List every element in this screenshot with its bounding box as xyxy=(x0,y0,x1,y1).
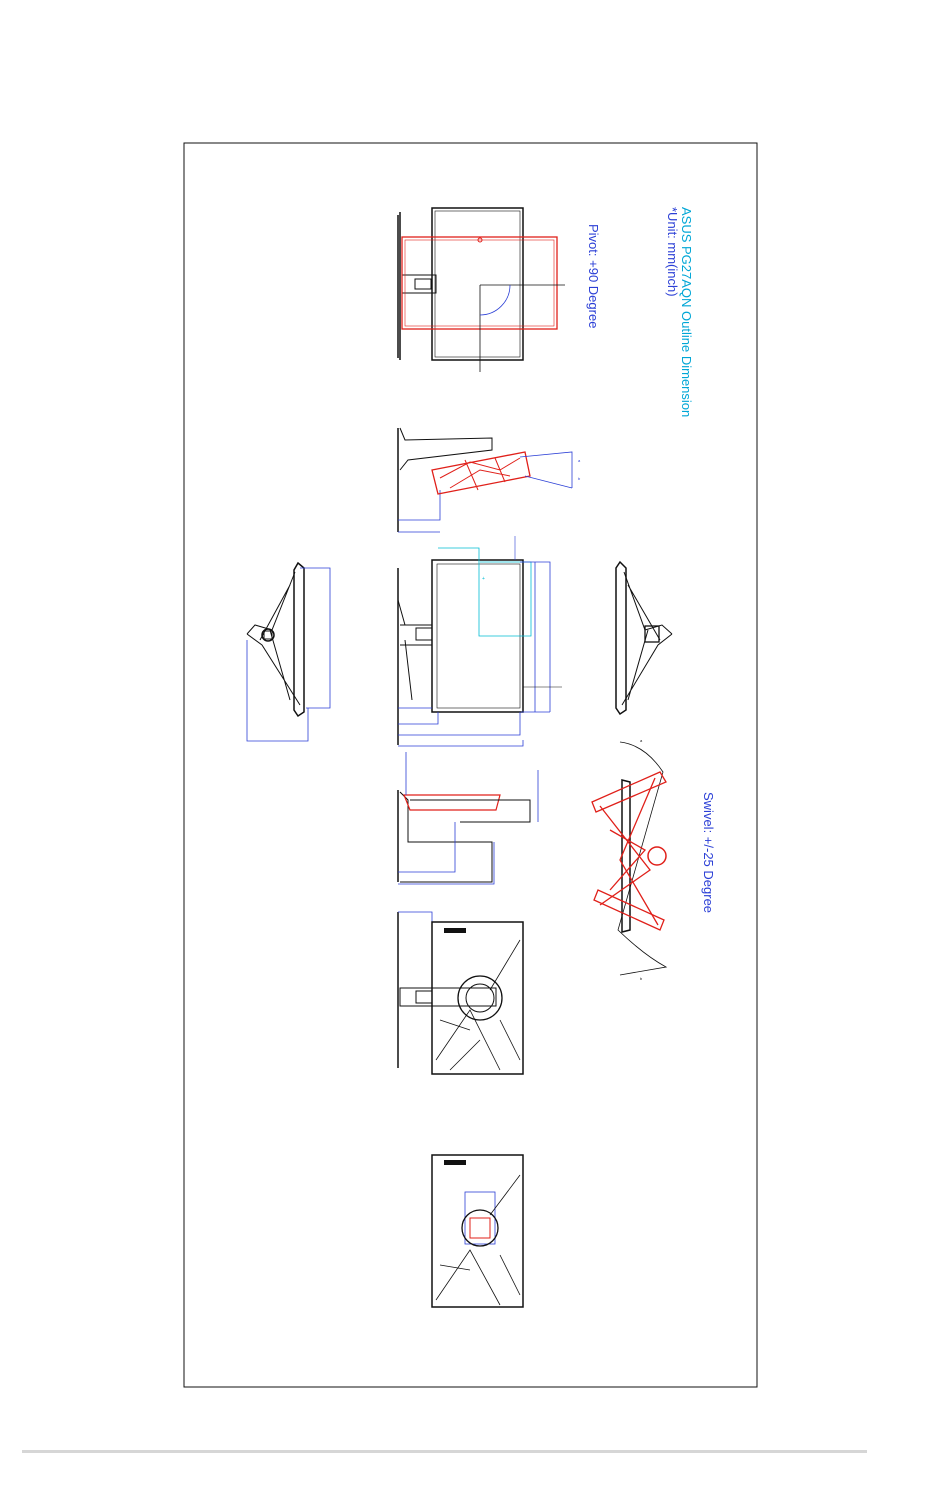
svg-text:b: b xyxy=(578,476,581,481)
tilt-view xyxy=(398,428,581,532)
tilt-rotated-panel xyxy=(432,452,530,494)
pivot-rotated-panel xyxy=(402,237,557,329)
swivel-label: Swivel: +/-25 Degree xyxy=(701,792,716,914)
top-view-right xyxy=(616,562,672,714)
svg-text:a: a xyxy=(640,738,643,743)
swivel-rotated-panel xyxy=(592,772,666,930)
pivot-view xyxy=(398,208,565,372)
footer-divider xyxy=(22,1450,867,1453)
pivot-label: Pivot: +90 Degree xyxy=(586,224,601,329)
back-view-stand xyxy=(398,912,523,1074)
side-height-view xyxy=(398,752,538,884)
svg-text:a: a xyxy=(578,458,581,463)
svg-text:b: b xyxy=(640,976,643,981)
top-view-left xyxy=(247,563,330,741)
drawing-title: ASUS PG27AQN Outline Dimension xyxy=(679,207,694,418)
swivel-view xyxy=(592,738,666,981)
svg-text:+: + xyxy=(482,576,485,582)
back-view-vesa xyxy=(432,1155,523,1307)
unit-note: *Unit: mm(inch) xyxy=(665,207,680,297)
front-view xyxy=(398,536,562,746)
